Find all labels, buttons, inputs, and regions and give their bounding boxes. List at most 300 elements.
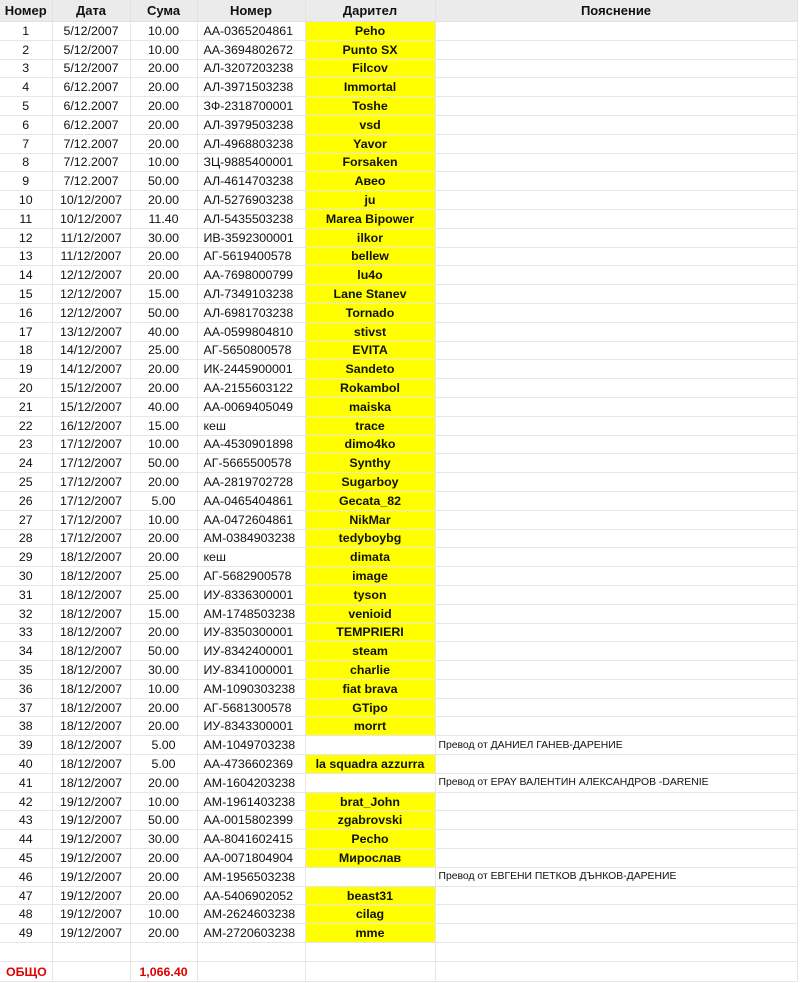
amount-cell[interactable]: 15.00: [130, 416, 197, 435]
date-cell[interactable]: 14/12/2007: [52, 341, 130, 360]
row-number[interactable]: 43: [0, 811, 52, 830]
note-cell[interactable]: [435, 755, 797, 774]
row-number[interactable]: 13: [0, 247, 52, 266]
date-cell[interactable]: 18/12/2007: [52, 773, 130, 792]
reference-cell[interactable]: ЗФ-2318700001: [197, 97, 305, 116]
note-cell[interactable]: [435, 454, 797, 473]
date-cell[interactable]: 6/12.2007: [52, 78, 130, 97]
row-number[interactable]: 23: [0, 435, 52, 454]
reference-cell[interactable]: ИУ-8343300001: [197, 717, 305, 736]
reference-cell[interactable]: ИУ-8341000001: [197, 661, 305, 680]
reference-cell[interactable]: АА-0015802399: [197, 811, 305, 830]
amount-cell[interactable]: 30.00: [130, 661, 197, 680]
date-cell[interactable]: 17/12/2007: [52, 491, 130, 510]
donor-cell[interactable]: Sugarboy: [305, 473, 435, 492]
reference-cell[interactable]: АМ-1604203238: [197, 773, 305, 792]
donor-cell[interactable]: mme: [305, 924, 435, 943]
date-cell[interactable]: 13/12/2007: [52, 322, 130, 341]
row-number[interactable]: 31: [0, 585, 52, 604]
cell[interactable]: [305, 962, 435, 982]
reference-cell[interactable]: ИВ-3592300001: [197, 228, 305, 247]
donor-cell[interactable]: Synthy: [305, 454, 435, 473]
date-cell[interactable]: 7/12.2007: [52, 134, 130, 153]
note-cell[interactable]: Превод от EPAY ВАЛЕНТИН АЛЕКСАНДРОВ -DARENIE: [435, 773, 797, 792]
reference-cell[interactable]: АМ-1049703238: [197, 736, 305, 755]
amount-cell[interactable]: 20.00: [130, 473, 197, 492]
amount-cell[interactable]: 20.00: [130, 191, 197, 210]
reference-cell[interactable]: АМ-1961403238: [197, 792, 305, 811]
cell[interactable]: [52, 962, 130, 982]
row-number[interactable]: 30: [0, 567, 52, 586]
total-sum[interactable]: 1,066.40: [130, 962, 197, 982]
note-cell[interactable]: [435, 491, 797, 510]
donor-cell[interactable]: Marea Bipower: [305, 209, 435, 228]
row-number[interactable]: 11: [0, 209, 52, 228]
reference-cell[interactable]: АА-0599804810: [197, 322, 305, 341]
date-cell[interactable]: 11/12/2007: [52, 247, 130, 266]
row-number[interactable]: 35: [0, 661, 52, 680]
row-number[interactable]: 5: [0, 97, 52, 116]
amount-cell[interactable]: 20.00: [130, 924, 197, 943]
reference-cell[interactable]: АМ-1956503238: [197, 867, 305, 886]
row-number[interactable]: 3: [0, 59, 52, 78]
reference-cell[interactable]: АА-0365204861: [197, 22, 305, 41]
reference-cell[interactable]: АА-7698000799: [197, 266, 305, 285]
donor-cell[interactable]: trace: [305, 416, 435, 435]
donor-cell[interactable]: la squadra azzurra: [305, 755, 435, 774]
row-number[interactable]: 9: [0, 172, 52, 191]
cell[interactable]: [305, 943, 435, 962]
amount-cell[interactable]: 20.00: [130, 623, 197, 642]
amount-cell[interactable]: 20.00: [130, 529, 197, 548]
note-cell[interactable]: [435, 285, 797, 304]
row-number[interactable]: 17: [0, 322, 52, 341]
row-number[interactable]: 45: [0, 849, 52, 868]
donor-cell[interactable]: EVITA: [305, 341, 435, 360]
note-cell[interactable]: [435, 341, 797, 360]
row-number[interactable]: 27: [0, 510, 52, 529]
date-cell[interactable]: 19/12/2007: [52, 830, 130, 849]
reference-cell[interactable]: АА-4736602369: [197, 755, 305, 774]
date-cell[interactable]: 15/12/2007: [52, 397, 130, 416]
amount-cell[interactable]: 25.00: [130, 567, 197, 586]
note-cell[interactable]: [435, 811, 797, 830]
row-number[interactable]: 29: [0, 548, 52, 567]
row-number[interactable]: 32: [0, 604, 52, 623]
donor-cell[interactable]: zgabrovski: [305, 811, 435, 830]
note-cell[interactable]: [435, 792, 797, 811]
amount-cell[interactable]: 20.00: [130, 247, 197, 266]
reference-cell[interactable]: АА-0071804904: [197, 849, 305, 868]
note-cell[interactable]: [435, 642, 797, 661]
reference-cell[interactable]: АГ-5619400578: [197, 247, 305, 266]
note-cell[interactable]: [435, 379, 797, 398]
reference-cell[interactable]: кеш: [197, 548, 305, 567]
row-number[interactable]: 21: [0, 397, 52, 416]
date-cell[interactable]: 19/12/2007: [52, 849, 130, 868]
date-cell[interactable]: 7/12.2007: [52, 153, 130, 172]
reference-cell[interactable]: ИК-2445900001: [197, 360, 305, 379]
cell[interactable]: [435, 943, 797, 962]
row-number[interactable]: 6: [0, 115, 52, 134]
donor-cell[interactable]: dimata: [305, 548, 435, 567]
cell[interactable]: [0, 943, 52, 962]
date-cell[interactable]: 6/12.2007: [52, 97, 130, 116]
row-number[interactable]: 37: [0, 698, 52, 717]
row-number[interactable]: 41: [0, 773, 52, 792]
donor-cell[interactable]: GTipo: [305, 698, 435, 717]
note-cell[interactable]: [435, 623, 797, 642]
donor-cell[interactable]: vsd: [305, 115, 435, 134]
row-number[interactable]: 24: [0, 454, 52, 473]
donor-cell[interactable]: charlie: [305, 661, 435, 680]
header-note[interactable]: Пояснение: [435, 0, 797, 22]
row-number[interactable]: 46: [0, 867, 52, 886]
amount-cell[interactable]: 20.00: [130, 59, 197, 78]
note-cell[interactable]: [435, 924, 797, 943]
reference-cell[interactable]: АА-5406902052: [197, 886, 305, 905]
reference-cell[interactable]: ЗЦ-9885400001: [197, 153, 305, 172]
date-cell[interactable]: 18/12/2007: [52, 604, 130, 623]
note-cell[interactable]: [435, 303, 797, 322]
note-cell[interactable]: [435, 849, 797, 868]
donor-cell[interactable]: Forsaken: [305, 153, 435, 172]
donor-cell[interactable]: TEMPRIERI: [305, 623, 435, 642]
date-cell[interactable]: 18/12/2007: [52, 736, 130, 755]
date-cell[interactable]: 18/12/2007: [52, 567, 130, 586]
reference-cell[interactable]: АГ-5681300578: [197, 698, 305, 717]
note-cell[interactable]: Превод от ДАНИЕЛ ГАНЕВ-ДАРЕНИЕ: [435, 736, 797, 755]
note-cell[interactable]: [435, 830, 797, 849]
amount-cell[interactable]: 20.00: [130, 849, 197, 868]
reference-cell[interactable]: АМ-1090303238: [197, 679, 305, 698]
reference-cell[interactable]: АА-2819702728: [197, 473, 305, 492]
date-cell[interactable]: 18/12/2007: [52, 661, 130, 680]
note-cell[interactable]: [435, 247, 797, 266]
date-cell[interactable]: 16/12/2007: [52, 416, 130, 435]
donor-cell[interactable]: Tornado: [305, 303, 435, 322]
amount-cell[interactable]: 10.00: [130, 40, 197, 59]
donor-cell[interactable]: tyson: [305, 585, 435, 604]
reference-cell[interactable]: АА-0069405049: [197, 397, 305, 416]
date-cell[interactable]: 18/12/2007: [52, 679, 130, 698]
amount-cell[interactable]: 30.00: [130, 830, 197, 849]
reference-cell[interactable]: АА-2155603122: [197, 379, 305, 398]
note-cell[interactable]: [435, 97, 797, 116]
note-cell[interactable]: [435, 172, 797, 191]
amount-cell[interactable]: 20.00: [130, 97, 197, 116]
reference-cell[interactable]: АЛ-5276903238: [197, 191, 305, 210]
row-number[interactable]: 26: [0, 491, 52, 510]
reference-cell[interactable]: ИУ-8336300001: [197, 585, 305, 604]
amount-cell[interactable]: 10.00: [130, 679, 197, 698]
date-cell[interactable]: 19/12/2007: [52, 905, 130, 924]
reference-cell[interactable]: АЛ-4614703238: [197, 172, 305, 191]
donor-cell[interactable]: Yavor: [305, 134, 435, 153]
amount-cell[interactable]: 30.00: [130, 228, 197, 247]
note-cell[interactable]: [435, 40, 797, 59]
note-cell[interactable]: [435, 209, 797, 228]
donor-cell[interactable]: Toshe: [305, 97, 435, 116]
donor-cell[interactable]: tedyboybg: [305, 529, 435, 548]
header-date[interactable]: Дата: [52, 0, 130, 22]
amount-cell[interactable]: 40.00: [130, 322, 197, 341]
row-number[interactable]: 47: [0, 886, 52, 905]
note-cell[interactable]: [435, 717, 797, 736]
note-cell[interactable]: [435, 886, 797, 905]
amount-cell[interactable]: 20.00: [130, 773, 197, 792]
note-cell[interactable]: [435, 567, 797, 586]
date-cell[interactable]: 19/12/2007: [52, 811, 130, 830]
amount-cell[interactable]: 20.00: [130, 886, 197, 905]
row-number[interactable]: 12: [0, 228, 52, 247]
date-cell[interactable]: 17/12/2007: [52, 529, 130, 548]
date-cell[interactable]: 17/12/2007: [52, 510, 130, 529]
date-cell[interactable]: 17/12/2007: [52, 473, 130, 492]
reference-cell[interactable]: АА-4530901898: [197, 435, 305, 454]
row-number[interactable]: 34: [0, 642, 52, 661]
reference-cell[interactable]: АЛ-3207203238: [197, 59, 305, 78]
date-cell[interactable]: 18/12/2007: [52, 585, 130, 604]
date-cell[interactable]: 10/12/2007: [52, 209, 130, 228]
note-cell[interactable]: [435, 322, 797, 341]
amount-cell[interactable]: 11.40: [130, 209, 197, 228]
donor-cell[interactable]: [305, 736, 435, 755]
row-number[interactable]: 19: [0, 360, 52, 379]
donor-cell[interactable]: cilag: [305, 905, 435, 924]
cell[interactable]: [52, 943, 130, 962]
cell[interactable]: [197, 943, 305, 962]
amount-cell[interactable]: 10.00: [130, 435, 197, 454]
donor-cell[interactable]: brat_John: [305, 792, 435, 811]
date-cell[interactable]: 12/12/2007: [52, 303, 130, 322]
reference-cell[interactable]: АМ-1748503238: [197, 604, 305, 623]
donor-cell[interactable]: ilkor: [305, 228, 435, 247]
donor-cell[interactable]: Мирослав: [305, 849, 435, 868]
cell[interactable]: [130, 943, 197, 962]
date-cell[interactable]: 12/12/2007: [52, 285, 130, 304]
donor-cell[interactable]: stivst: [305, 322, 435, 341]
donor-cell[interactable]: Aвео: [305, 172, 435, 191]
row-number[interactable]: 38: [0, 717, 52, 736]
reference-cell[interactable]: АГ-5665500578: [197, 454, 305, 473]
row-number[interactable]: 18: [0, 341, 52, 360]
reference-cell[interactable]: АА-0465404861: [197, 491, 305, 510]
donor-cell[interactable]: [305, 867, 435, 886]
reference-cell[interactable]: ИУ-8350300001: [197, 623, 305, 642]
donor-cell[interactable]: beast31: [305, 886, 435, 905]
reference-cell[interactable]: кеш: [197, 416, 305, 435]
note-cell[interactable]: [435, 191, 797, 210]
note-cell[interactable]: [435, 153, 797, 172]
note-cell[interactable]: [435, 905, 797, 924]
note-cell[interactable]: [435, 585, 797, 604]
amount-cell[interactable]: 50.00: [130, 303, 197, 322]
note-cell[interactable]: [435, 604, 797, 623]
row-number[interactable]: 8: [0, 153, 52, 172]
date-cell[interactable]: 11/12/2007: [52, 228, 130, 247]
donor-cell[interactable]: morrt: [305, 717, 435, 736]
reference-cell[interactable]: АЛ-6981703238: [197, 303, 305, 322]
date-cell[interactable]: 6/12.2007: [52, 115, 130, 134]
amount-cell[interactable]: 5.00: [130, 491, 197, 510]
date-cell[interactable]: 19/12/2007: [52, 924, 130, 943]
donor-cell[interactable]: steam: [305, 642, 435, 661]
reference-cell[interactable]: АЛ-3971503238: [197, 78, 305, 97]
row-number[interactable]: 25: [0, 473, 52, 492]
reference-cell[interactable]: АЛ-3979503238: [197, 115, 305, 134]
row-number[interactable]: 14: [0, 266, 52, 285]
row-number[interactable]: 33: [0, 623, 52, 642]
amount-cell[interactable]: 25.00: [130, 341, 197, 360]
row-number[interactable]: 2: [0, 40, 52, 59]
note-cell[interactable]: Превод от ЕВГЕНИ ПЕТКОВ ДЪНКОВ-ДАРЕНИЕ: [435, 867, 797, 886]
header-donor[interactable]: Дарител: [305, 0, 435, 22]
donor-cell[interactable]: Sandeto: [305, 360, 435, 379]
row-number[interactable]: 36: [0, 679, 52, 698]
row-number[interactable]: 49: [0, 924, 52, 943]
amount-cell[interactable]: 20.00: [130, 360, 197, 379]
amount-cell[interactable]: 5.00: [130, 755, 197, 774]
donor-cell[interactable]: NikMar: [305, 510, 435, 529]
note-cell[interactable]: [435, 529, 797, 548]
donor-cell[interactable]: Gecata_82: [305, 491, 435, 510]
amount-cell[interactable]: 10.00: [130, 510, 197, 529]
amount-cell[interactable]: 20.00: [130, 717, 197, 736]
donor-cell[interactable]: Pecho: [305, 830, 435, 849]
note-cell[interactable]: [435, 548, 797, 567]
row-number[interactable]: 40: [0, 755, 52, 774]
reference-cell[interactable]: АА-0472604861: [197, 510, 305, 529]
donor-cell[interactable]: Punto SX: [305, 40, 435, 59]
date-cell[interactable]: 17/12/2007: [52, 435, 130, 454]
donor-cell[interactable]: Rokambol: [305, 379, 435, 398]
reference-cell[interactable]: АЛ-7349103238: [197, 285, 305, 304]
reference-cell[interactable]: АГ-5682900578: [197, 567, 305, 586]
date-cell[interactable]: 19/12/2007: [52, 867, 130, 886]
date-cell[interactable]: 10/12/2007: [52, 191, 130, 210]
reference-cell[interactable]: АМ-2720603238: [197, 924, 305, 943]
row-number[interactable]: 44: [0, 830, 52, 849]
amount-cell[interactable]: 50.00: [130, 811, 197, 830]
amount-cell[interactable]: 10.00: [130, 153, 197, 172]
date-cell[interactable]: 5/12/2007: [52, 40, 130, 59]
amount-cell[interactable]: 15.00: [130, 285, 197, 304]
note-cell[interactable]: [435, 360, 797, 379]
amount-cell[interactable]: 10.00: [130, 22, 197, 41]
amount-cell[interactable]: 20.00: [130, 379, 197, 398]
date-cell[interactable]: 18/12/2007: [52, 755, 130, 774]
row-number[interactable]: 42: [0, 792, 52, 811]
header-ref[interactable]: Номер: [197, 0, 305, 22]
amount-cell[interactable]: 10.00: [130, 905, 197, 924]
date-cell[interactable]: 19/12/2007: [52, 792, 130, 811]
date-cell[interactable]: 17/12/2007: [52, 454, 130, 473]
reference-cell[interactable]: АГ-5650800578: [197, 341, 305, 360]
amount-cell[interactable]: 25.00: [130, 585, 197, 604]
donor-cell[interactable]: Lane Stanev: [305, 285, 435, 304]
date-cell[interactable]: 18/12/2007: [52, 548, 130, 567]
amount-cell[interactable]: 20.00: [130, 115, 197, 134]
date-cell[interactable]: 18/12/2007: [52, 717, 130, 736]
row-number[interactable]: 28: [0, 529, 52, 548]
cell[interactable]: [197, 962, 305, 982]
donor-cell[interactable]: image: [305, 567, 435, 586]
date-cell[interactable]: 18/12/2007: [52, 623, 130, 642]
reference-cell[interactable]: АМ-0384903238: [197, 529, 305, 548]
donor-cell[interactable]: lu4o: [305, 266, 435, 285]
note-cell[interactable]: [435, 416, 797, 435]
note-cell[interactable]: [435, 679, 797, 698]
amount-cell[interactable]: 20.00: [130, 548, 197, 567]
amount-cell[interactable]: 50.00: [130, 642, 197, 661]
donor-cell[interactable]: venioid: [305, 604, 435, 623]
row-number[interactable]: 39: [0, 736, 52, 755]
row-number[interactable]: 48: [0, 905, 52, 924]
donor-cell[interactable]: [305, 773, 435, 792]
cell[interactable]: [435, 962, 797, 982]
date-cell[interactable]: 5/12/2007: [52, 59, 130, 78]
amount-cell[interactable]: 50.00: [130, 172, 197, 191]
row-number[interactable]: 20: [0, 379, 52, 398]
note-cell[interactable]: [435, 473, 797, 492]
note-cell[interactable]: [435, 115, 797, 134]
date-cell[interactable]: 5/12/2007: [52, 22, 130, 41]
amount-cell[interactable]: 20.00: [130, 698, 197, 717]
amount-cell[interactable]: 50.00: [130, 454, 197, 473]
date-cell[interactable]: 12/12/2007: [52, 266, 130, 285]
header-num[interactable]: Номер: [0, 0, 52, 22]
amount-cell[interactable]: 20.00: [130, 266, 197, 285]
note-cell[interactable]: [435, 698, 797, 717]
donor-cell[interactable]: maiska: [305, 397, 435, 416]
note-cell[interactable]: [435, 228, 797, 247]
date-cell[interactable]: 18/12/2007: [52, 698, 130, 717]
note-cell[interactable]: [435, 510, 797, 529]
donor-cell[interactable]: ju: [305, 191, 435, 210]
donor-cell[interactable]: bellew: [305, 247, 435, 266]
note-cell[interactable]: [435, 59, 797, 78]
row-number[interactable]: 10: [0, 191, 52, 210]
reference-cell[interactable]: ИУ-8342400001: [197, 642, 305, 661]
reference-cell[interactable]: АА-3694802672: [197, 40, 305, 59]
amount-cell[interactable]: 20.00: [130, 134, 197, 153]
row-number[interactable]: 1: [0, 22, 52, 41]
note-cell[interactable]: [435, 435, 797, 454]
date-cell[interactable]: 19/12/2007: [52, 886, 130, 905]
amount-cell[interactable]: 15.00: [130, 604, 197, 623]
donor-cell[interactable]: fiat brava: [305, 679, 435, 698]
note-cell[interactable]: [435, 397, 797, 416]
date-cell[interactable]: 14/12/2007: [52, 360, 130, 379]
note-cell[interactable]: [435, 78, 797, 97]
total-label[interactable]: ОБЩО: [0, 962, 52, 982]
row-number[interactable]: 15: [0, 285, 52, 304]
donor-cell[interactable]: Filcov: [305, 59, 435, 78]
note-cell[interactable]: [435, 661, 797, 680]
donor-cell[interactable]: dimo4ko: [305, 435, 435, 454]
header-sum[interactable]: Сума: [130, 0, 197, 22]
row-number[interactable]: 16: [0, 303, 52, 322]
reference-cell[interactable]: АА-8041602415: [197, 830, 305, 849]
note-cell[interactable]: [435, 22, 797, 41]
date-cell[interactable]: 18/12/2007: [52, 642, 130, 661]
amount-cell[interactable]: 40.00: [130, 397, 197, 416]
amount-cell[interactable]: 10.00: [130, 792, 197, 811]
note-cell[interactable]: [435, 266, 797, 285]
row-number[interactable]: 7: [0, 134, 52, 153]
donor-cell[interactable]: Immortal: [305, 78, 435, 97]
